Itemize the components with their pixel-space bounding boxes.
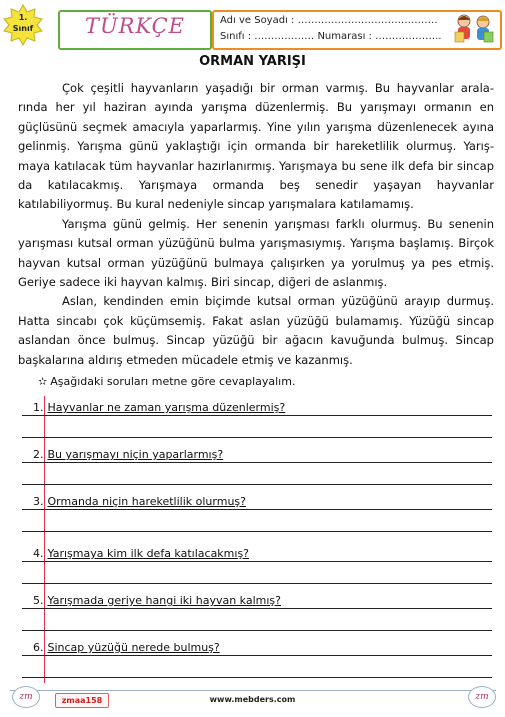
question-line [22,415,492,416]
answer-line[interactable] [22,677,492,678]
answer-line[interactable] [22,630,492,631]
footer-logo-right: zm [468,686,496,708]
name-field[interactable]: Adı ve Soyadı : …………………………………… [220,15,438,26]
story-title: ORMAN YARIŞI [199,54,306,69]
grade-label: 1. Sınıf [12,13,34,33]
question-line [22,608,492,609]
story-paragraph: Yarışma günü gelmiş. Her senenin yarışması farklı olurmuş. Bu senenin yarışması kutsal orman yüzüğünü bulma yarışmasıymış. Yarışma başlamış. Birçok hayvan kutsal orman yüzüğünü bulmaya çalışırken ya yorulmuş ya pes etmiş. Geriye sadece iki hayvan kalmış. Biri sincap, diğeri de aslanmış. [18,216,494,290]
question-2: 2. Bu yarışmayı niçin yaparlarmış? [33,448,224,461]
question-3: 3. Ormanda niçin hareketlilik olurmuş? [33,495,246,508]
footer-divider [10,690,496,691]
question-5: 5. Yarışmada geriye hangi iki hayvan kalmış? [33,594,281,607]
answer-line[interactable] [22,484,492,485]
star-icon: ✫ [38,375,48,388]
question-line [22,509,492,510]
question-line [22,561,492,562]
answer-line[interactable] [22,583,492,584]
answer-line[interactable] [22,531,492,532]
questions-heading: ✫ Aşağıdaki soruları metne göre cevaplayalım. [38,375,296,388]
question-4: 4. Yarışmaya kim ilk defa katılacakmış? [33,547,250,560]
footer-logo-left: zm [12,686,40,708]
subject-title: TÜRKÇE [84,14,186,38]
question-6: 6. Sincap yüzüğü nerede bulmuş? [33,641,220,654]
margin-line [44,396,45,683]
answer-line[interactable] [22,437,492,438]
question-1: 1. Hayvanlar ne zaman yarışma düzenlermiş? [33,401,286,414]
story-paragraph: Çok çeşitli hayvanların yaşadığı bir orman varmış. Bu hayvanlar arala-rında her yıl haziran ayında yarışma düzenlermiş. Bu yarışmayı ormanın en güçlüsünü seçmek amacıyla yaparlarmış. Yine yılın yarışma düzenlenecek ayına gelinmiş. Yarışma günü yaklaştığı için ormanda bir hareketlilik olurmuş. Yarış-maya katılacak tüm hayvanlar hazırlanırmış. Yarışmaya bu sene ilk defa bir sincap da katılacakmış. Yarışmaya ormanda beş senedir yaşayan hayvanlar katılabiliyormuş. Bu kural nedeniyle sincap yarışmalara katılamamış. [18,81,494,212]
children-illustration-icon [452,12,496,46]
story-paragraph: Aslan, kendinden emin biçimde kutsal orman yüzüğünü arayıp durmuş. Hatta sincabı çok küçümsemiş. Fakat aslan yüzüğü bulamamış. Yüzüğü sincap aslandan önce bulmuş. Sincap yüzüğü bir ağacın kavuğunda bulmuş. Sincap başkalarına aldırış etmeden mücadele etmiş ve kazanmış. [18,294,494,367]
question-line [22,462,492,463]
question-line [22,655,492,656]
document-code: zmaa158 [55,693,109,708]
footer-website-link[interactable]: www.mebders.com [209,695,296,704]
story-text [18,79,494,370]
class-number-field[interactable]: Sınıfı : ……………… Numarası : ……………….. [220,31,442,42]
